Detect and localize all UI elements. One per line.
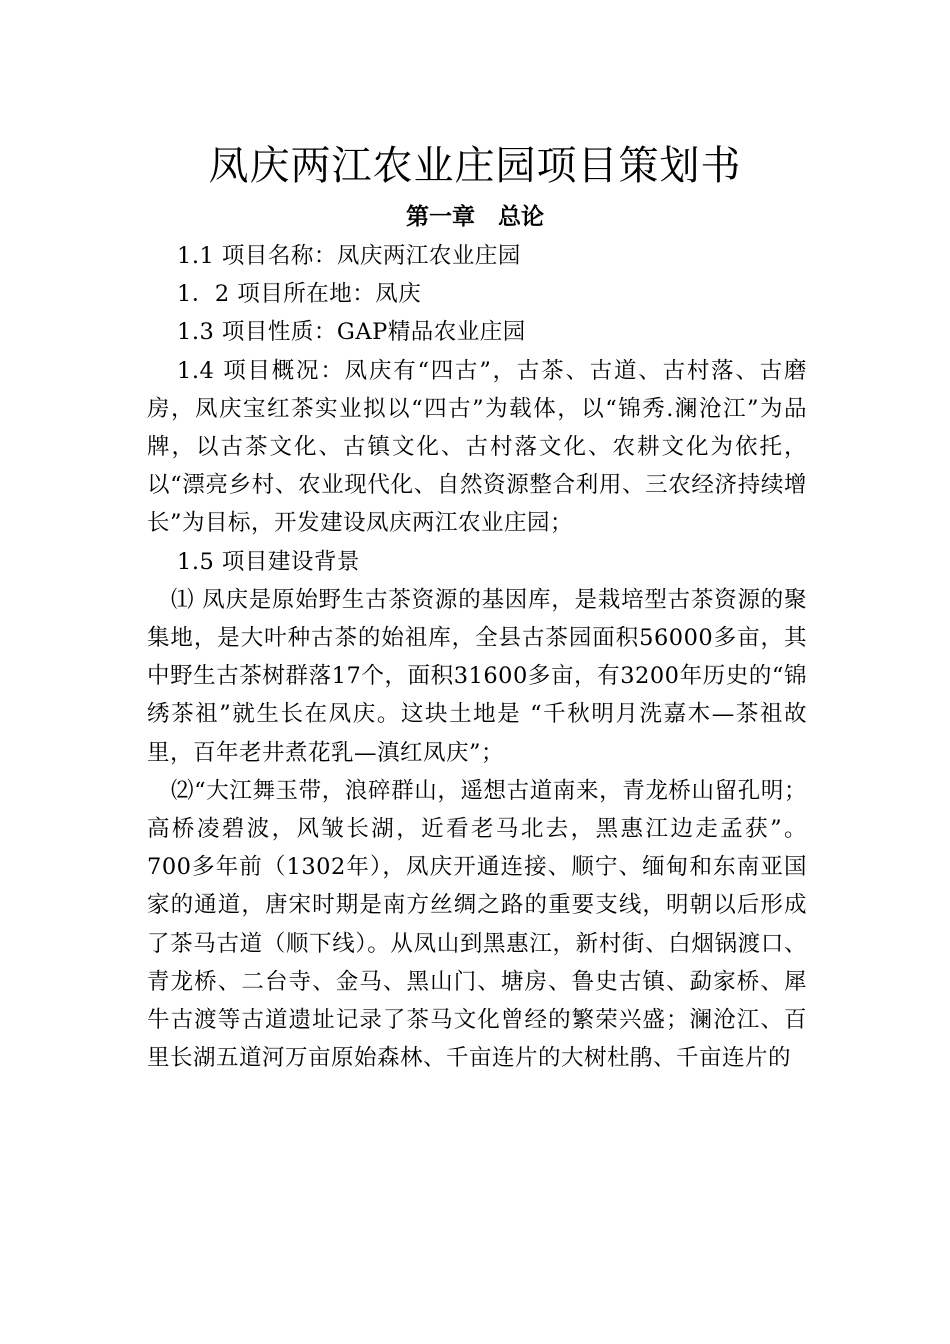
item-project-location: 1．2 项目所在地：凤庆	[177, 281, 422, 308]
background-paragraph-1: ⑴ 凤庆是原始野生古茶资源的基因库，是栽培型古茶资源的聚集地，是大叶种古茶的始祖库，全县古茶园面积56000多亩，其中野生古茶树群落17个，面积31600多亩，有3200年历史的“锦绣茶祖”就生长在凤庆。这块土地是 “千秋明月洗嘉木—茶祖故里，百年老井煮花乳—滇红凤庆”；	[147, 586, 807, 766]
item-project-name: 1.1 项目名称：凤庆两江农业庄园	[177, 243, 521, 269]
chapter-heading: 第一章 总论	[406, 203, 544, 230]
document-body	[147, 237, 807, 1077]
item-project-overview: 1.4 项目概况：凤庆有“四古”，古茶、古道、古村落、古磨房，凤庆宝红茶实业拟以“四古”为载体，以“锦秀.澜沧江”为品牌，以古茶文化、古镇文化、古村落文化、农耕文化为依托，以“漂亮乡村、农业现代化、自然资源整合利用、三农经济持续增长”为目标，开发建设凤庆两江农业庄园；	[147, 357, 807, 537]
background-paragraph-2: ⑵“大江舞玉带，浪碎群山，遥想古道南来，青龙桥山留孔明；高桥凌碧波，风皱长湖，近看老马北去，黑惠江边走孟获”。 700多年前（1302年），凤庆开通连接、顺宁、缅甸和东南亚国家的通道，唐宋时期是南方丝绸之路的重要支线，明朝以后形成了茶马古道（顺下线）。从凤山到黑惠江，新村街、白烟锅渡口、青龙桥、二台寺、金马、黑山门、塘房、鲁史古镇、勐家桥、犀牛古渡等古道遗址记录了茶马文化曾经的繁荣兴盛；澜沧江、百里长湖五道河万亩原始森林、千亩连片的大树杜鹃、千亩连片的	[147, 777, 807, 1072]
document-title: 凤庆两江农业庄园项目策划书	[208, 143, 742, 189]
item-project-nature: 1.3 项目性质：GAP精品农业庄园	[177, 319, 526, 346]
item-background-heading: 1.5 项目建设背景	[177, 548, 360, 575]
